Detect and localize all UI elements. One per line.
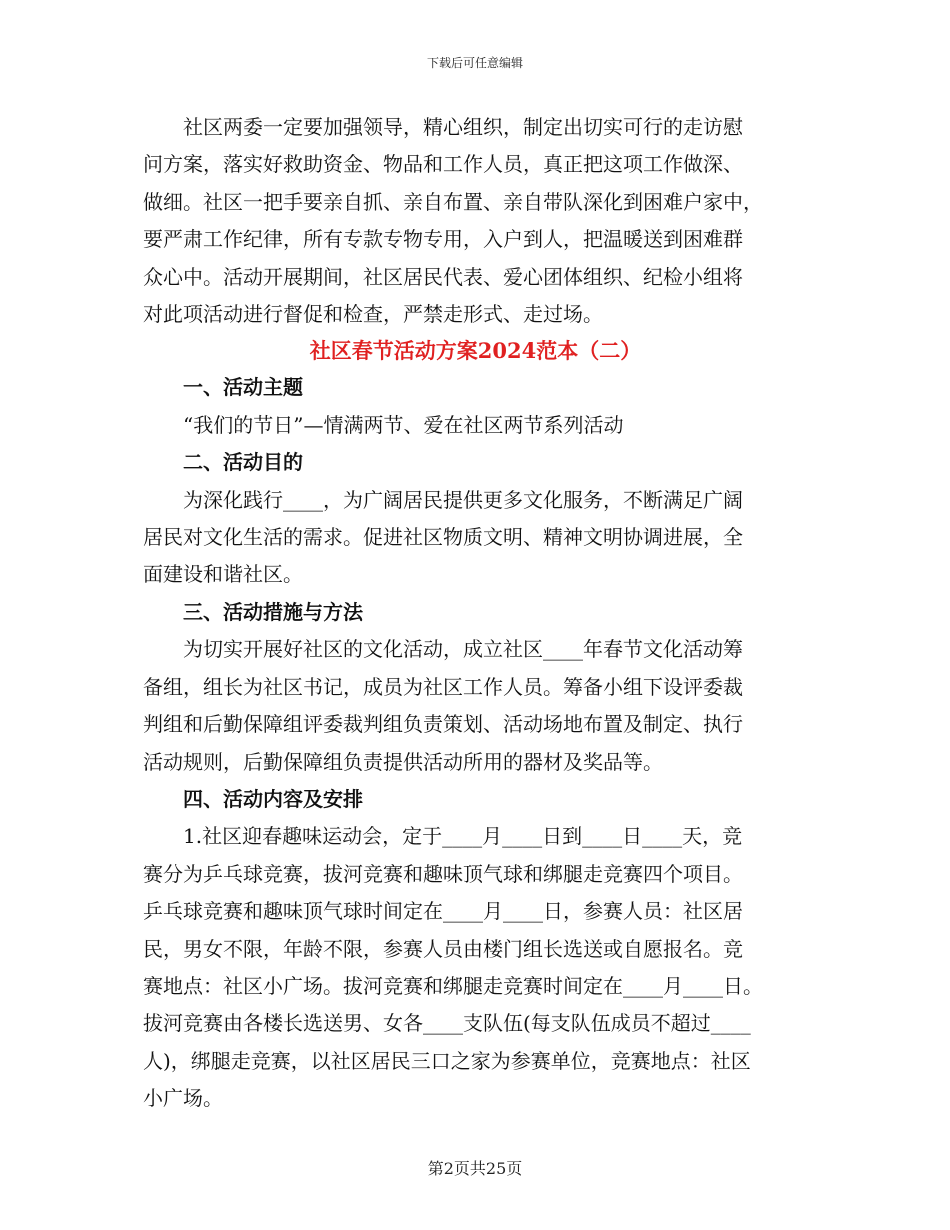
section-4-text [143,818,808,1117]
section-heading-3: 三、活动措施与方法 [183,599,363,624]
section-heading-1: 一、活动主题 [183,375,303,400]
section-1-text [143,407,808,444]
text-line: 人)，绑腿走竞赛，以社区居民三口之家为参赛单位，竞赛地点：社区 [143,1048,751,1073]
text-line: 拔河竞赛由各楼长选送男、女各____支队伍(每支队伍成员不超过____ [143,1011,751,1036]
text-line: 要严肃工作纪律，所有专款专物专用，入户到人，把温暖送到困难群 [143,227,743,252]
section-3-text [143,631,808,781]
text-line: 乒乓球竞赛和趣味顶气球时间定在____月____日，参赛人员：社区居 [143,899,743,924]
intro-paragraph [143,109,808,333]
text-line: 判组和后勤保障组评委裁判组负责策划、活动场地布置及制定、执行 [143,712,743,737]
text-line: 对此项活动进行督促和检查，严禁走形式、走过场。 [143,302,603,327]
text-line: 民，男女不限，年龄不限，参赛人员由楼门组长选送或自愿报名。竞 [143,936,743,961]
text-line: “我们的节日”—情满两节、爱在社区两节系列活动 [183,412,624,437]
text-line: 社区两委一定要加强领导，精心组织，制定出切实可行的走访慰 [183,115,743,139]
text-line: 问方案，落实好救助资金、物品和工作人员，真正把这项工作做深、 [143,152,743,177]
document-title: 社区春节活动方案2024范本（二） [309,338,642,364]
text-line: 众心中。活动开展期间，社区居民代表、爱心团体组织、纪检小组将 [143,264,743,289]
text-line: 为深化践行____，为广阔居民提供更多文化服务，不断满足广阔 [183,487,743,512]
page-header: 下载后可任意编辑 [426,56,523,70]
text-line: 活动规则，后勤保障组负责提供活动所用的器材及奖品等。 [143,749,663,774]
text-line: 小广场。 [143,1086,223,1111]
page-footer: 第2页共25页 [427,1159,523,1178]
text-line: 为切实开展好社区的文化活动，成立社区____年春节文化活动筹 [183,637,743,662]
text-line: 居民对文化生活的需求。促进社区物质文明、精神文明协调进展，全 [143,525,743,550]
text-line: 1.社区迎春趣味运动会，定于____月____日到____日____天，竞 [183,824,743,849]
document-body [143,109,808,1118]
text-line: 赛地点：社区小广场。拔河竞赛和绑腿走竞赛时间定在____月____日。 [143,973,763,998]
text-line: 备组，组长为社区书记，成员为社区工作人员。筹备小组下设评委裁 [143,674,743,699]
text-line: 面建设和谐社区。 [143,562,303,587]
section-heading-4: 四、活动内容及安排 [183,786,363,811]
text-line: 赛分为乒乓球竞赛，拔河竞赛和趣味顶气球和绑腿走竞赛四个项目。 [143,861,743,886]
section-2-text [143,482,808,594]
text-line: 做细。社区一把手要亲自抓、亲自布置、亲自带队深化到困难户家中， [143,189,763,214]
section-heading-2: 二、活动目的 [183,450,303,475]
